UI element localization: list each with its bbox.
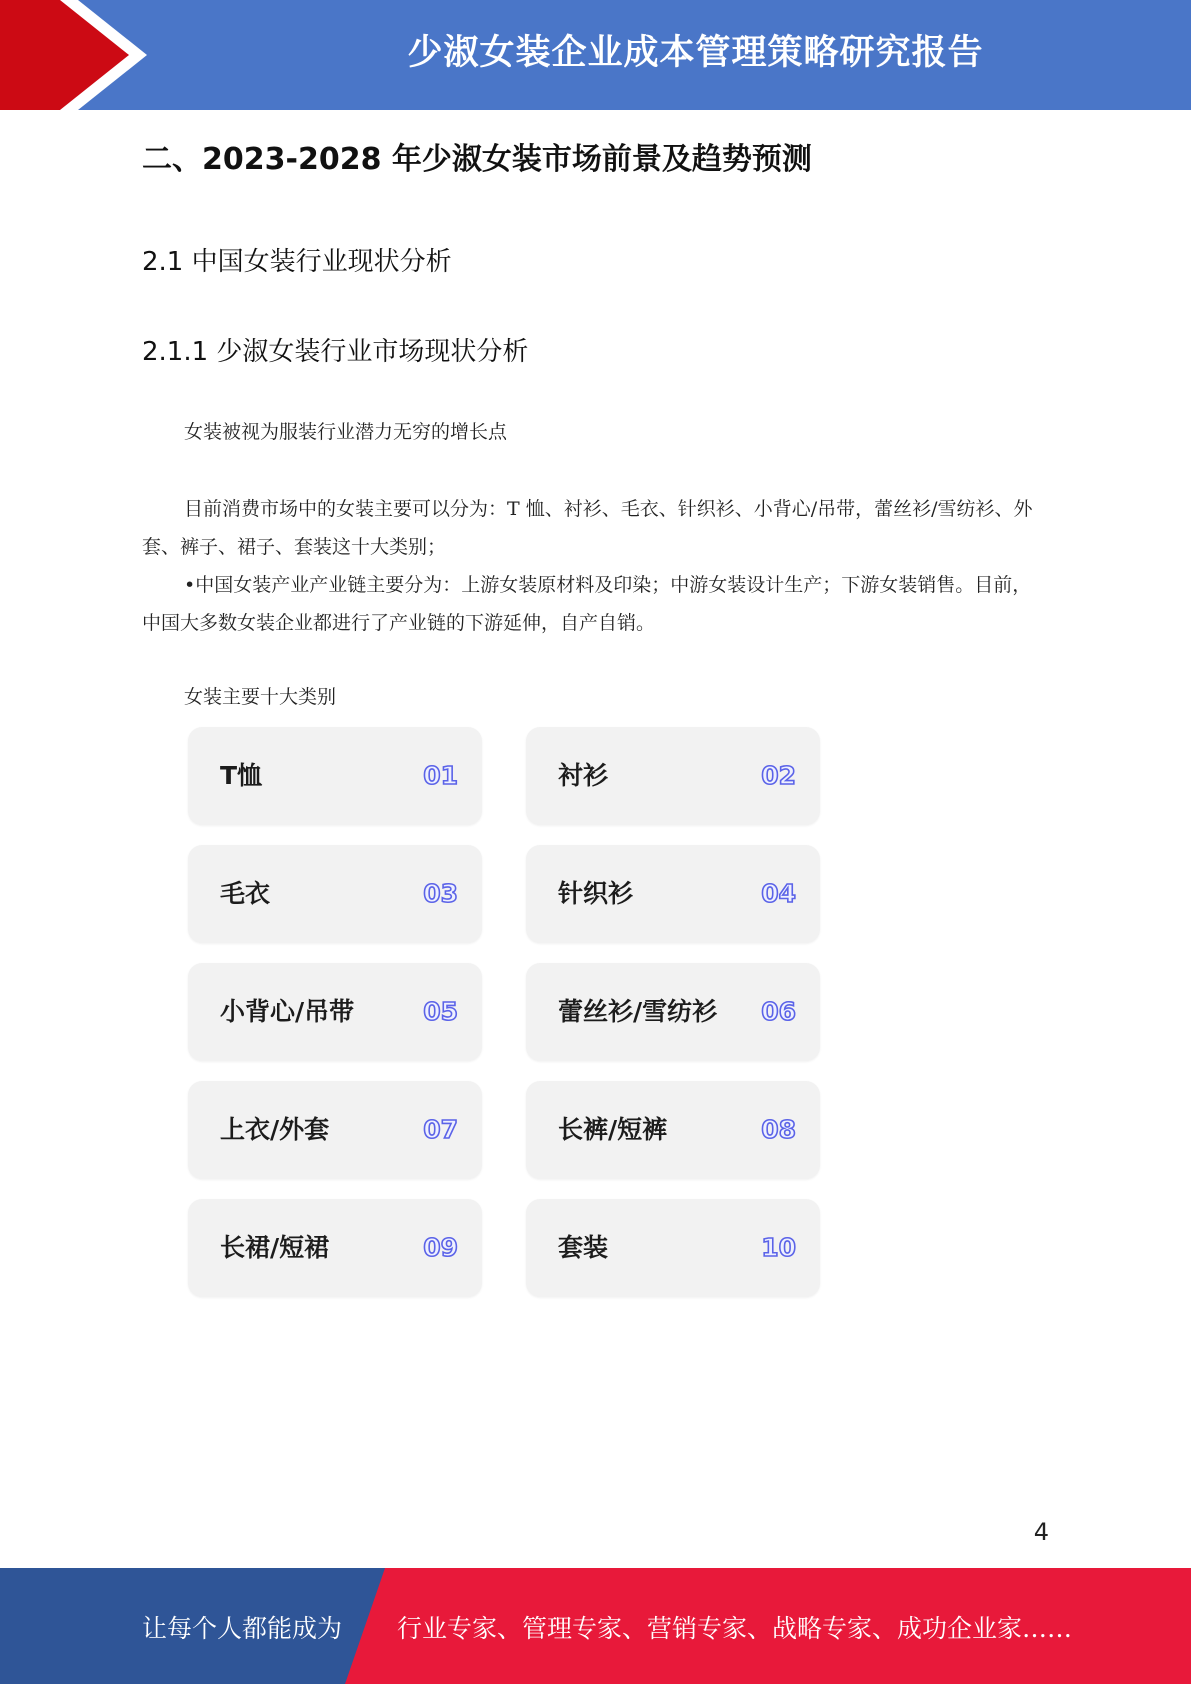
- category-number: 04: [761, 879, 796, 908]
- category-card: [188, 845, 482, 943]
- report-title: 少淑女装企业成本管理策略研究报告: [407, 33, 984, 73]
- category-card: [526, 963, 820, 1061]
- category-card: [526, 727, 820, 825]
- categories-caption: 女装主要十大类别: [184, 686, 337, 708]
- footer-slogan-right: 行业专家、管理专家、营销专家、战略专家、成功企业家……: [397, 1614, 1073, 1643]
- category-number: 07: [423, 1115, 458, 1144]
- category-label: 上衣/外套: [220, 1115, 330, 1144]
- category-label: 小背心/吊带: [220, 997, 355, 1026]
- category-card: [188, 1199, 482, 1297]
- page-footer: [0, 1568, 1191, 1684]
- subsubsection-heading: 2.1.1 少淑女装行业市场现状分析: [142, 337, 529, 367]
- category-label: 蕾丝衫/雪纺衫: [558, 997, 718, 1026]
- header-arrow-decoration: [0, 0, 160, 110]
- category-number: 03: [423, 879, 458, 908]
- category-label: T恤: [220, 761, 263, 790]
- subsection-heading: 2.1 中国女装行业现状分析: [142, 247, 452, 277]
- category-number: 06: [761, 997, 796, 1026]
- category-card: [188, 727, 482, 825]
- category-number: 09: [423, 1233, 458, 1262]
- category-label: 针织衫: [558, 879, 634, 908]
- category-label: 长裙/短裙: [220, 1233, 330, 1262]
- category-number: 02: [761, 761, 796, 790]
- category-label: 衬衫: [558, 761, 609, 790]
- category-card: [526, 1081, 820, 1179]
- category-grid: [188, 727, 822, 1297]
- category-card: [188, 1081, 482, 1179]
- category-number: 10: [761, 1233, 796, 1262]
- paragraph-industry-chain: •中国女装产业产业链主要分为：上游女装原材料及印染；中游女装设计生产；下游女装销售。目前，中国大多数女装企业都进行了产业链的下游延伸，自产自销。: [142, 574, 1032, 634]
- section-heading: 二、2023-2028 年少淑女装市场前景及趋势预测: [142, 142, 812, 177]
- category-number: 08: [761, 1115, 796, 1144]
- category-card: [526, 845, 820, 943]
- footer-slogan-left: 让每个人都能成为: [142, 1614, 343, 1643]
- page-number: 4: [1033, 1518, 1049, 1546]
- category-label: 毛衣: [220, 879, 271, 908]
- category-card: [526, 1199, 820, 1297]
- category-number: 05: [423, 997, 458, 1026]
- category-card: [188, 963, 482, 1061]
- category-number: 01: [423, 761, 458, 790]
- paragraph-categories: 目前消费市场中的女装主要可以分为：T 恤、衬衫、毛衣、针织衫、小背心/吊带，蕾丝衫/雪纺衫、外套、裤子、裙子、套装这十大类别；: [142, 498, 1033, 558]
- paragraph-intro: 女装被视为服装行业潜力无穷的增长点: [184, 421, 508, 443]
- category-label: 套装: [558, 1233, 609, 1262]
- page-header: [0, 0, 1191, 110]
- category-label: 长裤/短裤: [558, 1115, 668, 1144]
